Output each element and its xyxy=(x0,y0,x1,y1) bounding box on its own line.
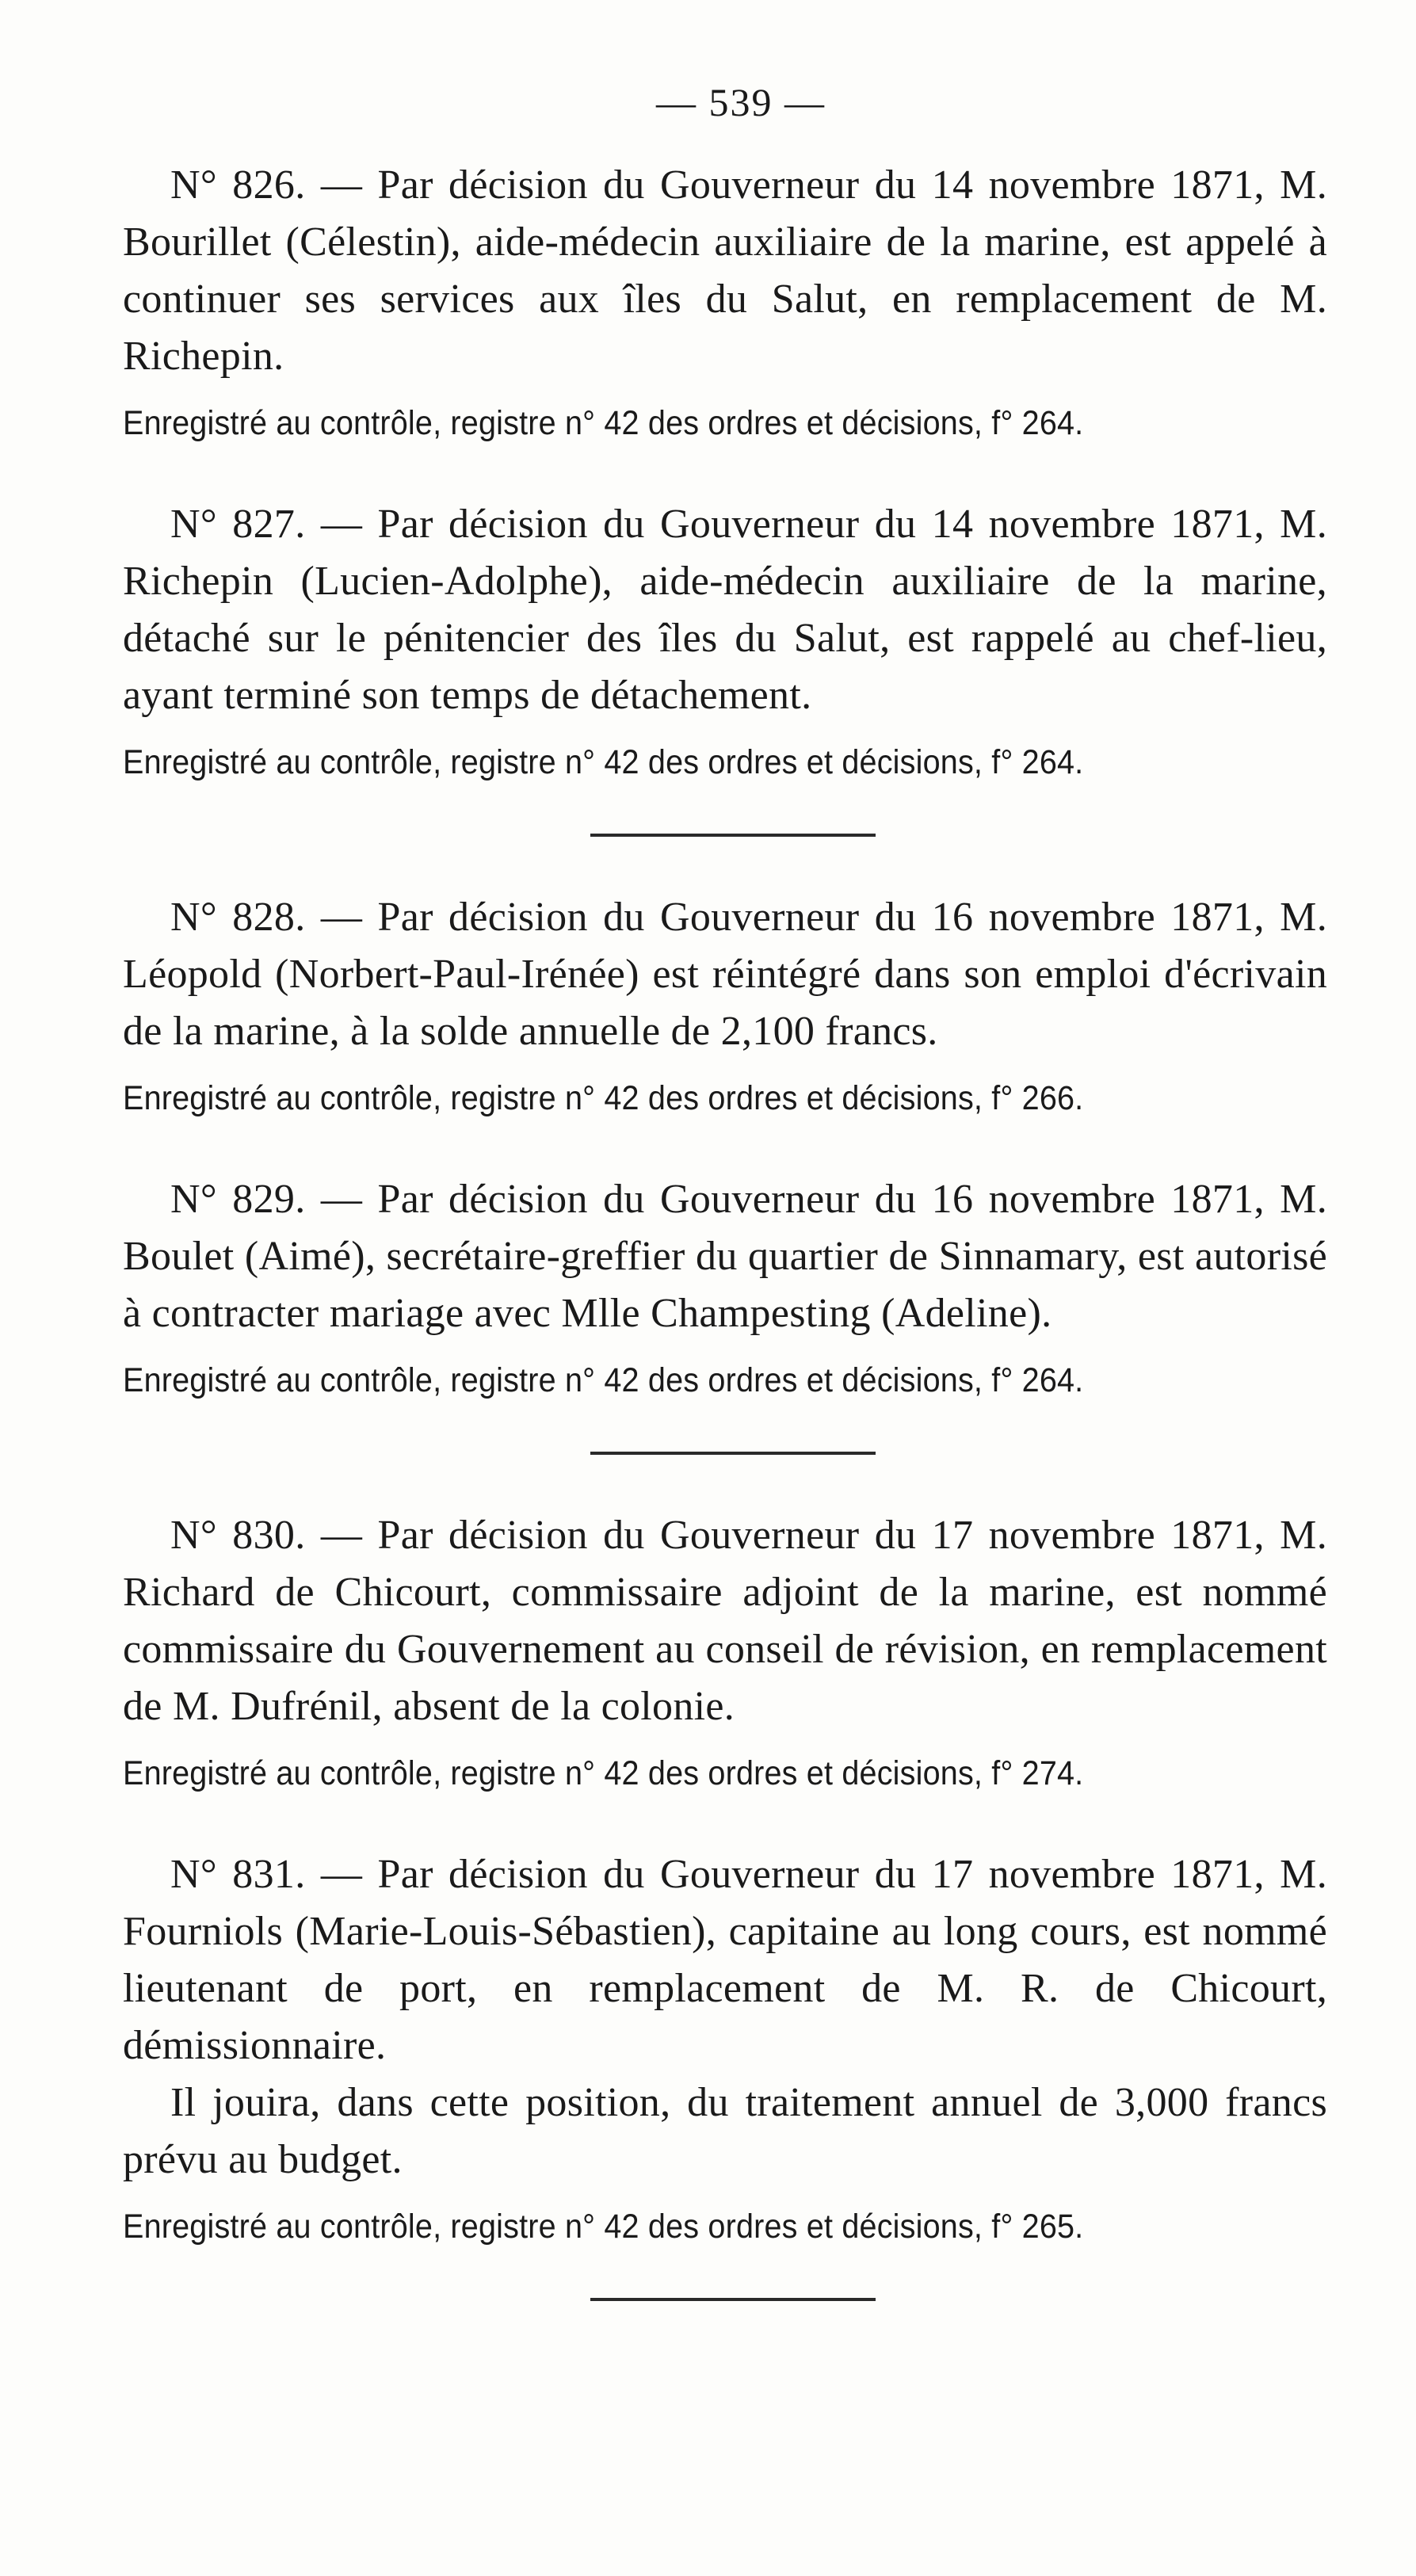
registration-note: Enregistré au contrôle, registre n° 42 des ordres et décisions, f° 264. xyxy=(123,743,1084,781)
decision-entry-831 xyxy=(123,1846,1327,2250)
decision-text: N° 827. — Par décision du Gouverneur du 14 novembre 1871, M. Richepin (Lucien-Adolphe), aide-médecin auxiliaire de la marine, détaché sur le pénitencier des îles du Salut, est rappelé au chef-lieu, ayant terminé son temps de détachement. xyxy=(123,502,1327,718)
decision-text: N° 828. — Par décision du Gouverneur du 16 novembre 1871, M. Léopold (Norbert-Paul-Irénée) est réintégré dans son emploi d'écrivain de la marine, à la solde annuelle de 2,100 francs. xyxy=(123,895,1327,1054)
page-number: — 539 — xyxy=(656,80,826,124)
section-divider xyxy=(590,1452,876,1455)
decision-text: N° 830. — Par décision du Gouverneur du 17 novembre 1871, M. Richard de Chicourt, commissaire adjoint de la marine, est nommé commissaire du Gouvernement au conseil de révision, en remplacement de M. Dufrénil, absent de la colonie. xyxy=(123,1513,1327,1729)
decision-entry-830 xyxy=(123,1507,1327,1797)
registration-note: Enregistré au contrôle, registre n° 42 des ordres et décisions, f° 266. xyxy=(123,1079,1084,1117)
document-page xyxy=(123,79,1327,2301)
section-divider xyxy=(590,834,876,837)
decision-text: N° 829. — Par décision du Gouverneur du 16 novembre 1871, M. Boulet (Aimé), secrétaire-greffier du quartier de Sinnamary, est autorisé à contracter mariage avec Mlle Champesting (Adeline). xyxy=(123,1177,1327,1336)
decision-entry-827 xyxy=(123,496,1327,786)
decision-text: N° 826. — Par décision du Gouverneur du 14 novembre 1871, M. Bourillet (Célestin), aide-médecin auxiliaire de la marine, est appelé à continuer ses services aux îles du Salut, en remplacement de M. Richepin. xyxy=(123,162,1327,379)
decision-entry-828 xyxy=(123,889,1327,1122)
decision-entry-826 xyxy=(123,157,1327,447)
registration-note: Enregistré au contrôle, registre n° 42 des ordres et décisions, f° 265. xyxy=(123,2208,1084,2246)
registration-note: Enregistré au contrôle, registre n° 42 des ordres et décisions, f° 264. xyxy=(123,404,1084,442)
section-divider xyxy=(590,2298,876,2301)
registration-note: Enregistré au contrôle, registre n° 42 des ordres et décisions, f° 264. xyxy=(123,1361,1084,1399)
decision-text-continuation: Il jouira, dans cette position, du traitement annuel de 3,000 francs prévu au budget. xyxy=(123,2080,1327,2182)
decision-entry-829 xyxy=(123,1171,1327,1404)
registration-note: Enregistré au contrôle, registre n° 42 des ordres et décisions, f° 274. xyxy=(123,1754,1084,1792)
decision-text: N° 831. — Par décision du Gouverneur du 17 novembre 1871, M. Fourniols (Marie-Louis-Sébastien), capitaine au long cours, est nommé lieutenant de port, en remplacement de M. R. de Chicourt, démissionnaire. xyxy=(123,1852,1327,2068)
